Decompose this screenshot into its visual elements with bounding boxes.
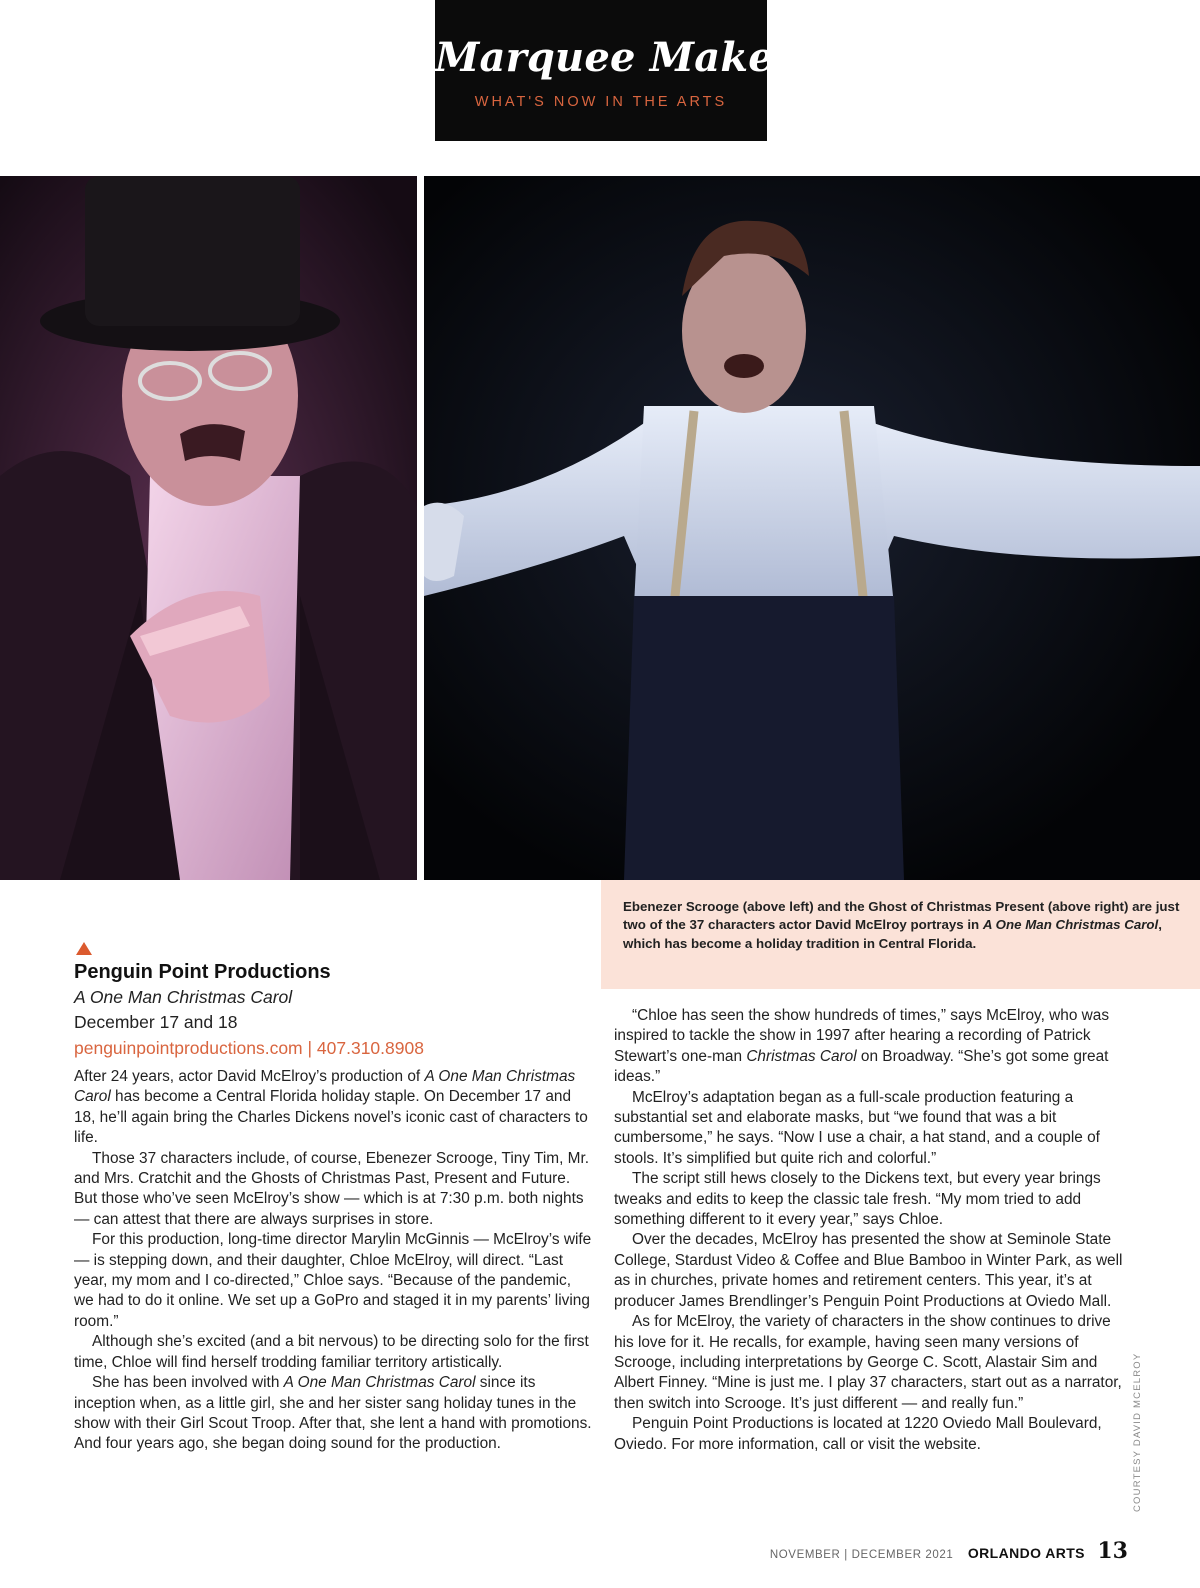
triangle-icon <box>76 942 92 955</box>
masthead <box>435 0 818 141</box>
photo-caption <box>601 880 1200 989</box>
article-paragraph: Those 37 characters include, of course, Ebenezer Scrooge, Tiny Tim, Mr. and Mrs. Cratchit and the Ghosts of Christmas Past, Present and Future. But those who’ve seen McElroy’s show — which is at 7:30 p.m. both nights — can attest that there are always surprises in store. <box>74 1149 590 1228</box>
caption-show-title: A One Man Christmas Carol <box>982 917 1159 933</box>
article-paragraph: Penguin Point Productions is located at 1220 Oviedo Mall Boulevard, Oviedo. For more information, call or visit the website. <box>614 1415 1102 1453</box>
event-organization: Penguin Point Productions <box>74 961 331 983</box>
article-paragraph: As for McElroy, the variety of characters in the show continues to drive his love for it. He recalls, for example, having seen many versions of Scrooge, including interpretations by George C. Scott, Alastair Sim and Albert Finney. “Mine is just me. I play 37 characters, start out as a narrator, then switch into Scrooge. It’s just different — and really fun.” <box>614 1313 1122 1412</box>
article-paragraph: After 24 years, actor David McElroy’s production of A One Man Christmas Carol has become a Central Florida holiday staple. On December 17 and 18, he’ll again bring the Charles Dickens novel’s iconic cast of characters to life. <box>74 1068 588 1147</box>
page-number: 13 <box>1097 1538 1128 1564</box>
issue-date: NOVEMBER | DECEMBER 2021 <box>769 1549 954 1561</box>
article-column-left <box>74 1067 594 1455</box>
caption-part-1: Ebenezer Scrooge (above left) and the Ghost of Christmas Present (above right) are just two of the 37 characters actor David McElroy portrays in <box>623 899 1180 933</box>
photo-credit: COURTESY DAVID MCELROY <box>1132 1352 1143 1512</box>
caption-text <box>623 898 1183 953</box>
event-contact-link[interactable]: penguinpointproductions.com | 407.310.8908 <box>74 1038 424 1058</box>
article-paragraph: “Chloe has seen the show hundreds of times,” says McElroy, who was inspired to tackle the show in 1997 after hearing a recording of Patrick Stewart’s one-man Christmas Carol on Broadway. “She’s got some great ideas.” <box>614 1007 1110 1086</box>
article-paragraph: She has been involved with A One Man Christmas Carol since its inception when, as a little girl, she and her sister sang holiday tunes in the show with their Girl Scout Troop. After that, she lent a hand with promotions. And four years ago, she began doing sound for the production. <box>74 1374 592 1453</box>
page-footer <box>770 1538 1128 1564</box>
photo-ghost-illustration <box>424 176 1200 880</box>
photo-scrooge <box>0 176 417 880</box>
article-paragraph: Although she’s excited (and a bit nervous) to be directing solo for the first time, Chloe will find herself trodding familiar territory artistically. <box>74 1333 589 1371</box>
event-info <box>74 959 594 1061</box>
event-dates: December 17 and 18 <box>74 1012 238 1032</box>
photo-scrooge-illustration <box>0 176 417 880</box>
article-paragraph: Over the decades, McElroy has presented the show at Seminole State College, Stardust Video & Coffee and Blue Bamboo in Winter Park, as well as in churches, private homes and retirement centers. This year, it’s at producer James Brendlinger’s Penguin Point Productions at Oviedo Mall. <box>614 1231 1123 1310</box>
article-paragraph: McElroy’s adaptation began as a full-scale production featuring a substantial set and elaborate masks, but “we found that was a bit cumbersome,” he says. “Now I use a chair, a hat stand, and a couple of stools. It’s simplified but quite rich and colorful.” <box>614 1088 1100 1167</box>
article-paragraph: For this production, long-time director Marylin McGinnis — McElroy’s wife — is stepping down, and their daughter, Chloe McElroy, will direct. “Last year, my mom and I co-directed,” Chloe says. “Because of the pandemic, we had to do it online. We set up a GoPro and staged it in my parents’ living room.” <box>74 1231 592 1330</box>
article-column-right <box>614 1006 1134 1455</box>
photo-ghost-of-christmas-present <box>424 176 1200 880</box>
masthead-title: Marquee Makers <box>435 34 818 81</box>
article-paragraph: The script still hews closely to the Dickens text, but every year brings tweaks and edits to keep the classic tale fresh. “My mom tried to add something different to it every year,” says Chloe. <box>614 1170 1101 1229</box>
event-show-title: A One Man Christmas Carol <box>74 987 293 1007</box>
caption-part-2: , which has become a holiday tradition in Central Florida. <box>623 917 1162 951</box>
publication-name: ORLANDO ARTS <box>967 1545 1085 1561</box>
masthead-subtitle: WHAT'S NOW IN THE ARTS <box>474 94 728 110</box>
